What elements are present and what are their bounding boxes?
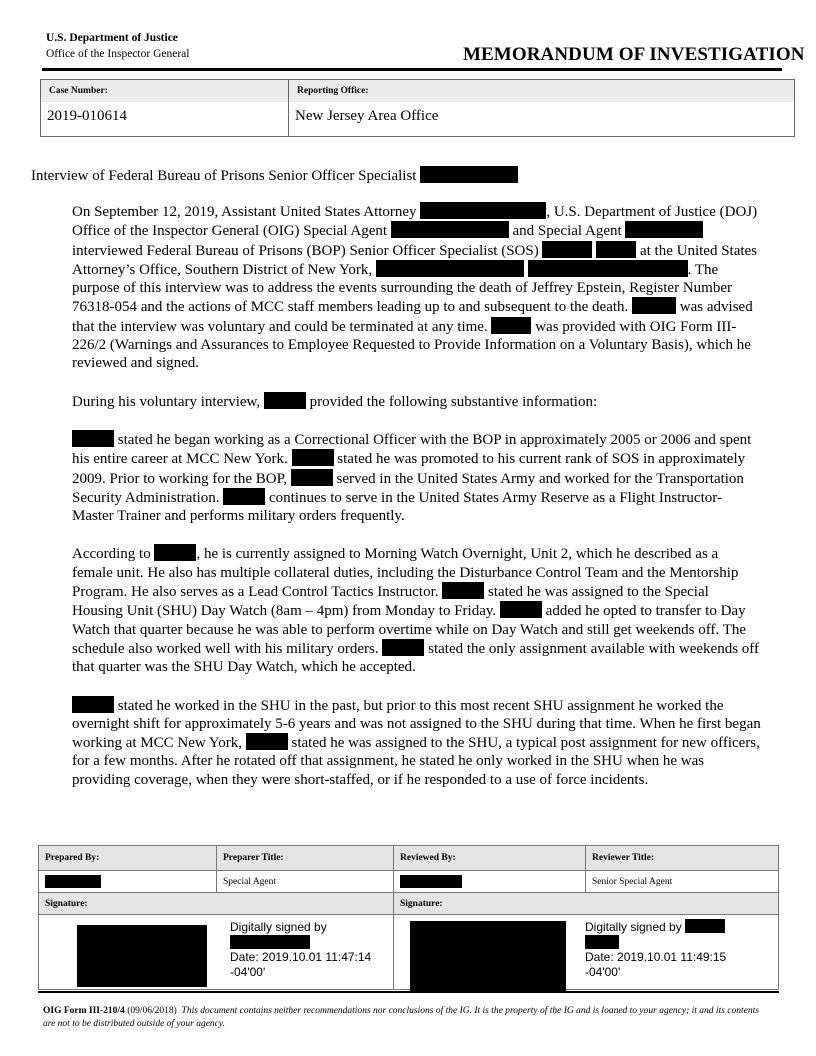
reviewed-by-label: Reviewed By: (394, 846, 586, 871)
paragraph-3 (72, 430, 762, 525)
prepared-by-label: Prepared By: (39, 846, 217, 871)
redaction-box (382, 639, 424, 656)
case-number-label: Case Number: (41, 80, 288, 102)
p1-text: and Special Agent (512, 223, 622, 240)
p4-text: stated he was assigned to the Special Housing Unit (SHU) Day Watch (8am – 4pm) from Monday to Friday. (72, 584, 709, 620)
paragraph-2 (72, 392, 762, 411)
p3-text: stated he began working as a Correctional Officer with the BOP in approximately 2005 or 2006 and spent his entire career at MCC New York. (72, 431, 752, 468)
case-info-table (40, 79, 795, 137)
p2-text: provided the following substantive information: (309, 393, 598, 410)
sig2-date: Date: 2019.10.01 11:49:15 (585, 950, 727, 964)
redaction-box (442, 582, 484, 599)
redaction-box (391, 221, 509, 238)
redaction-box (420, 166, 518, 183)
redaction-box (685, 919, 725, 933)
sig1-date: Date: 2019.10.01 11:47:14 (230, 950, 372, 964)
p3-text: continues to serve in the United States Army Reserve as a Flight Instructor- Master Trainer and performs military orders frequently. (72, 489, 722, 525)
redaction-box (154, 544, 196, 561)
p3-text: served in the United States Army and worked for the Transportation Security Administration. (72, 470, 744, 506)
redaction-box (45, 875, 101, 888)
reporting-office-label: Reporting Office: (289, 80, 794, 102)
preparer-signature-cell (39, 915, 394, 990)
redaction-box (542, 241, 592, 258)
reviewer-title-label: Reviewer Title: (586, 846, 779, 871)
p4-text: , he is currently assigned to Morning Watch Overnight, Unit 2, which he described as a female unit. He also has multiple collateral duties, including the Disturbance Control Team and the Mentorship Program. He also serves as a Lead Control Tactics Instructor. (72, 546, 739, 601)
reviewer-title-value: Senior Special Agent (586, 871, 779, 893)
sig2-signed-by: Digitally signed by (585, 920, 682, 934)
agency-header (46, 30, 189, 62)
reviewer-signature-cell (394, 915, 779, 990)
preparer-title-value: Special Agent (217, 871, 394, 893)
p2-text: During his voluntary interview, (72, 393, 261, 410)
paragraph-4 (72, 544, 762, 676)
redaction-box (491, 317, 531, 334)
p1-text: On September 12, 2019, Assistant United States Attorney (72, 204, 417, 220)
form-disclaimer: This document contains neither recommendations nor conclusions of the IG. It is the property of the IG and is loaned to your agency; it and its contents are not to be distributed outside of your agency. (43, 1006, 759, 1029)
p1-text: was advised that the interview was voluntary and could be terminated at any time. (72, 299, 753, 335)
sig1-signed-by: Digitally signed by (230, 920, 327, 934)
redaction-box (291, 469, 333, 486)
redaction-box (400, 875, 462, 888)
p1-text: , U.S. Department of Justice (DOJ) Office of the Inspector General (OIG) Special Agent (72, 204, 758, 240)
digital-signature-1 (230, 920, 371, 979)
redaction-box (376, 260, 524, 277)
subject-text: Interview of Federal Bureau of Prisons Senior Officer Specialist (31, 168, 417, 184)
form-footer (43, 1005, 773, 1031)
memo-body (72, 202, 762, 808)
paragraph-5 (72, 696, 762, 789)
digital-signature-2 (585, 919, 726, 979)
form-id: OIG Form III-210/4 (43, 1006, 125, 1016)
paragraph-1 (72, 202, 762, 373)
redaction-box (585, 935, 619, 949)
p4-text: stated the only assignment available with weekends off that quarter was the SHU Day Watch, which he accepted. (72, 640, 759, 676)
reporting-office-cell (289, 80, 795, 137)
subject-line (31, 166, 518, 185)
department-name: U.S. Department of Justice (46, 32, 178, 44)
office-name: Office of the Inspector General (46, 48, 190, 60)
redaction-box (264, 392, 306, 409)
document-title: MEMORANDUM OF INVESTIGATION (463, 44, 805, 65)
redaction-box (500, 601, 542, 618)
redaction-box (72, 696, 114, 713)
sig1-timezone: -04'00' (230, 964, 266, 979)
redaction-box (292, 449, 334, 466)
preparer-name-cell (39, 871, 217, 893)
p1-text: . The purpose of this interview was to address the events surrounding the death of Jeffrey Epstein, Register Number 76318-054 and the actions of MCC staff members leading up to and subsequent to the death. (72, 261, 732, 316)
redacted-signature (77, 925, 207, 987)
case-number-cell (41, 80, 289, 137)
form-date: (09/06/2018) (127, 1006, 177, 1016)
p3-text: stated he was promoted to his current rank of SOS in approximately 2009. Prior to working for the BOP, (72, 451, 746, 487)
reporting-office-value: New Jersey Area Office (295, 108, 439, 124)
p5-text: stated he was assigned to the SHU, a typical post assignment for new officers, for a few months. After he rotated off that assignment, he stated he only worked in the SHU when he was providing coverage, when they were short-staffed, or if he responded to a use of force incidents. (72, 735, 760, 788)
p5-text: stated he worked in the SHU in the past, but prior to this most recent SHU assignment he worked the overnight shift for approximately 5-6 years and was not assigned to the SHU during that time. When he first began working at MCC New York, (72, 697, 761, 752)
signature-label-2: Signature: (394, 893, 779, 915)
preparer-title-label: Preparer Title: (217, 846, 394, 871)
reviewer-name-cell (394, 871, 586, 893)
p1-text: interviewed Federal Bureau of Prisons (BOP) Senior Officer Specialist (SOS) (72, 242, 539, 259)
sig2-timezone: -04'00' (585, 964, 621, 979)
p4-text: added he opted to transfer to Day Watch that quarter because he was able to perform overtime while on Day Watch and still get weekends off. The schedule also worked well with his military orders. (72, 603, 747, 657)
header-divider (42, 68, 782, 71)
signature-table (38, 845, 779, 990)
redaction-box (223, 488, 265, 505)
p1-text: was provided with OIG Form III-226/2 (Warnings and Assurances to Employee Requested to Provide Information on a Voluntary Basis), which he reviewed and signed. (72, 318, 751, 372)
redaction-box (596, 241, 636, 258)
redaction-box (420, 202, 546, 219)
signature-label-1: Signature: (39, 893, 394, 915)
p1-text: at the United States Attorney’s Office, Southern District of New York, (72, 242, 758, 278)
redaction-box (632, 297, 676, 314)
p4-text: According to (72, 546, 151, 563)
redacted-signature (410, 921, 566, 993)
footer-divider (38, 991, 779, 993)
redaction-box (72, 430, 114, 447)
case-number-value: 2019-010614 (47, 108, 127, 124)
redaction-box (625, 221, 703, 238)
redaction-box (246, 733, 288, 750)
redaction-box (230, 935, 310, 949)
redaction-box (528, 260, 688, 277)
